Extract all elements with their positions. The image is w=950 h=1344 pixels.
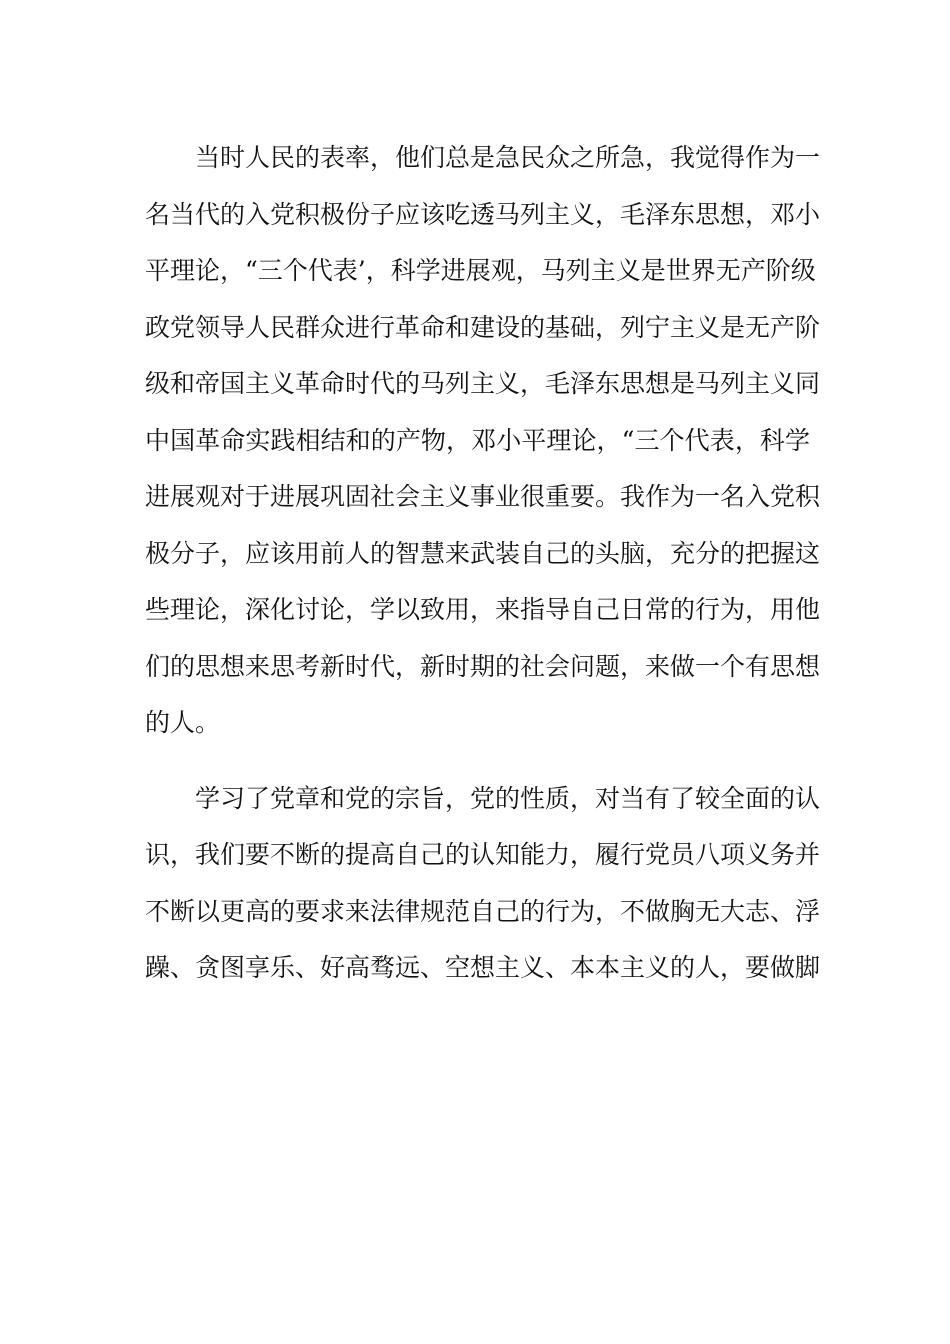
text-line: 识，我们要不断的提高自己的认知能力，履行党员八项义务并 — [145, 840, 821, 869]
text-line: 平理论，“三个代表’，科学进展观，马列主义是世界无产阶级 — [145, 256, 816, 285]
text-line: 们的思想来思考新时代，新时期的社会问题，来做一个有思想 — [145, 651, 821, 681]
text-line: 政党领导人民群众进行革命和建设的基础，列宁主义是无产阶 — [145, 312, 821, 342]
text-line: 不断以更高的要求来法律规范自己的行为，不做胸无大志、浮 — [145, 896, 821, 926]
text-line: 进展观对于进展巩固社会主义事业很重要。我作为一名入党积 — [145, 482, 821, 511]
text-line: 躁、贪图享乐、好高骛远、空想主义、本本主义的人，要做脚 — [145, 953, 821, 982]
paragraph-2 — [145, 771, 821, 997]
text-line: 当时人民的表率，他们总是急民众之所急，我觉得作为一 — [195, 143, 821, 172]
text-line: 些理论，深化讨论，学以致用，来指导自己日常的行为，用他 — [145, 595, 821, 624]
text-line: 的人。 — [145, 708, 221, 737]
text-line: 级和帝国主义革命时代的马列主义，毛泽东思想是马列主义同 — [145, 369, 821, 398]
paragraph-1 — [145, 130, 821, 752]
text-line: 中国革命实践相结和的产物，邓小平理论，“三个代表，科学 — [145, 425, 810, 455]
text-line: 学习了党章和党的宗旨，党的性质，对当有了较全面的认 — [195, 783, 821, 813]
text-line: 名当代的入党积极份子应该吃透马列主义，毛泽东思想，邓小 — [145, 199, 821, 229]
document-body — [145, 130, 821, 997]
text-line: 极分子，应该用前人的智慧来武装自己的头脑，充分的把握这 — [145, 538, 821, 568]
